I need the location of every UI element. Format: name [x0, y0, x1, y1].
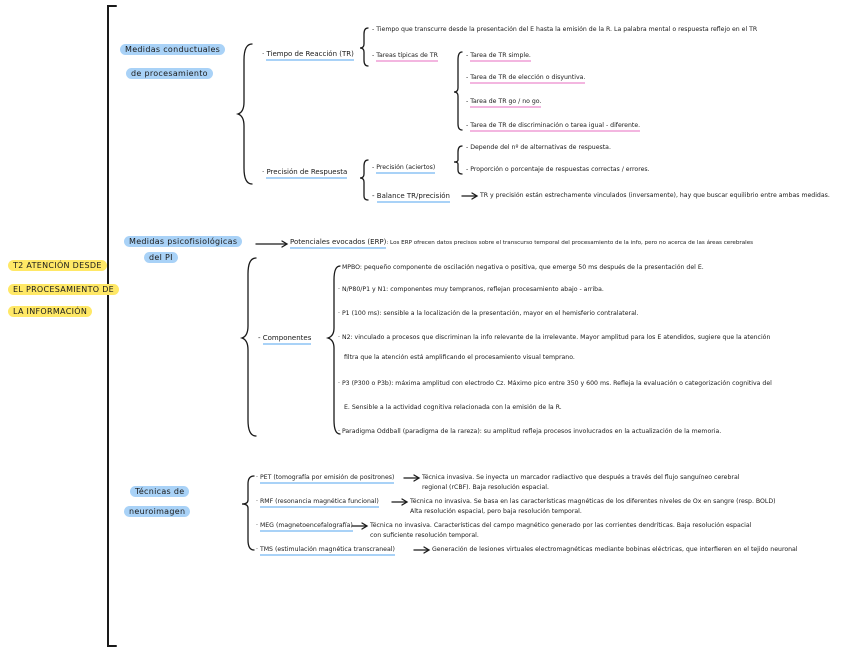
- tiempo-reaccion-node: · Tiempo de Reacción (TR): [262, 50, 354, 58]
- tecnica-meg-desc2: con suficiente resolución temporal.: [370, 532, 479, 539]
- tecnica-rmf: · RMF (resonancia magnética funcional): [256, 498, 379, 506]
- root-title-line1: T2 ATENCIÓN DESDE: [8, 262, 107, 270]
- section2-title-line2: del PI: [144, 254, 178, 262]
- componente-item: · N/P80/P1 y N1: componentes muy tempranos, reflejan procesamiento abajo - arriba.: [338, 286, 604, 293]
- tecnica-pet: · PET (tomografía por emisión de positrones): [256, 474, 394, 482]
- balance-node: - Balance TR/precisión: [372, 192, 450, 200]
- tecnica-tms: · TMS (estimulación magnética transcraneal): [256, 546, 395, 554]
- precision-node: · Precisión de Respuesta: [262, 168, 347, 176]
- tarea-item: - Tarea de TR de discriminación o tarea igual - diferente.: [466, 122, 640, 130]
- root-title-line2: EL PROCESAMIENTO DE: [8, 286, 119, 294]
- componente-item-cont: filtra que la atención está amplificando el procesamiento visual temprano.: [344, 354, 575, 361]
- tecnica-rmf-desc: Técnica no invasiva. Se basa en las características magnéticas de los diferentes niveles de Ox en sangre (resp. BOLD): [410, 498, 776, 505]
- tarea-item: - Tarea de TR de elección o disyuntiva.: [466, 74, 585, 82]
- tecnica-meg-desc: Técnica no invasiva. Características del campo magnético generado por las corrientes dendríticas. Baja resolución espacial: [370, 522, 752, 529]
- section1-title-line1: Medidas conductuales: [120, 46, 225, 54]
- tarea-item: - Tarea de TR simple.: [466, 52, 531, 60]
- precision-item: - Proporción o porcentaje de respuestas correctas / errores.: [466, 166, 650, 173]
- balance-definition: TR y precisión están estrechamente vinculados (inversamente), hay que buscar equilibrio entre ambas medidas.: [480, 192, 830, 199]
- tecnica-tms-desc: Generación de lesiones virtuales electromagnéticas mediante bobinas eléctricas, que interfieren en el tejido neuronal: [432, 546, 798, 553]
- section2-title-line1: Medidas psicofisiológicas: [124, 238, 242, 246]
- root-title-line3: LA INFORMACIÓN: [8, 308, 92, 316]
- section1-title-line2: de procesamiento: [126, 70, 213, 78]
- section3-title-line2: neuroimagen: [124, 508, 190, 516]
- tr-definition: - Tiempo que transcurre desde la presentación del E hasta la emisión de la R. La palabra mental o respuesta reflejo en el TR: [372, 26, 758, 33]
- precision-aciertos-node: - Precisión (aciertos): [372, 164, 435, 172]
- componente-item: · N2: vinculado a procesos que discriminan la info relevante de la irrelevante. Mayor amplitud para los E atendidos, sugiere que la atención: [338, 334, 771, 341]
- componente-item: · P3 (P300 o P3b): máxima amplitud con electrodo Cz. Máximo pico entre 350 y 600 ms. Refleja la evaluación o categorización cognitiva del: [338, 380, 772, 387]
- componente-item: · Paradigma Oddball (paradigma de la rareza): su amplitud refleja procesos involucrados en la actualización de la memoria.: [338, 428, 722, 435]
- tecnica-pet-desc2: regional (rCBF). Baja resolución espacial.: [422, 484, 549, 491]
- componente-item: · MPBO: pequeño componente de oscilación negativa o positiva, que emerge 50 ms después de la presentación del E.: [338, 264, 704, 271]
- tecnica-meg: · MEG (magnetoencefalografía): [256, 522, 353, 530]
- componente-item: · P1 (100 ms): sensible a la localización de la presentación, mayor en el hemisferio contralateral.: [338, 310, 639, 317]
- componentes-node: - Componentes: [258, 334, 311, 342]
- tarea-item: - Tarea de TR go / no go.: [466, 98, 541, 106]
- componente-item-cont: E. Sensible a la actividad cognitiva relacionada con la emisión de la R.: [344, 404, 562, 411]
- tareas-tipicas-node: - Tareas típicas de TR: [372, 52, 438, 60]
- potenciales-node: Potenciales evocados (ERP): Los ERP ofrecen datos precisos sobre el transcurso temporal del procesamiento de la info, pero no acerca de las áreas cerebrales: [290, 238, 753, 247]
- precision-item: - Depende del nº de alternativas de respuesta.: [466, 144, 611, 151]
- tecnica-rmf-desc2: Alta resolución espacial, pero baja resolución temporal.: [410, 508, 582, 515]
- section3-title-line1: Técnicas de: [130, 488, 189, 496]
- tecnica-pet-desc: Técnica invasiva. Se inyecta un marcador radiactivo que después a través del flujo sanguíneo cerebral: [422, 474, 740, 481]
